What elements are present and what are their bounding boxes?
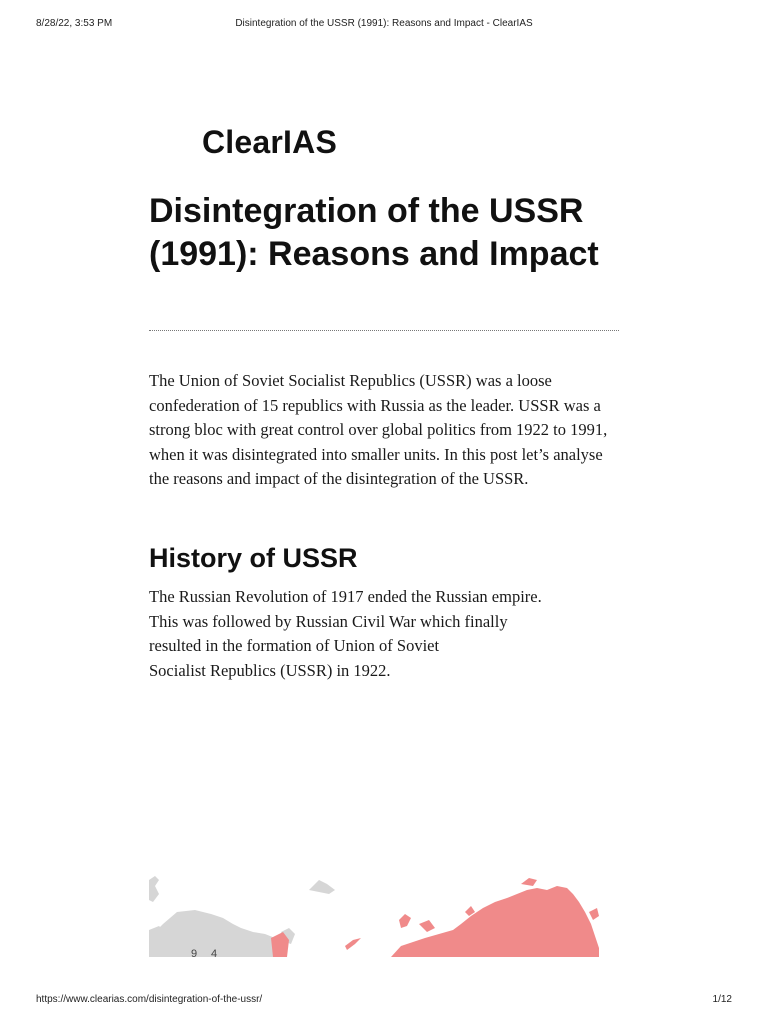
- history-line: This was followed by Russian Civil War which finally: [149, 611, 508, 631]
- history-line: Socialist Republics (USSR) in 1922.: [149, 660, 391, 680]
- map-ussr-territory: [391, 886, 599, 957]
- print-header: [0, 18, 768, 32]
- map-ussr-territory: [589, 908, 599, 920]
- article-title: Disintegration of the USSR (1991): Reasons and Impact: [149, 192, 599, 273]
- print-page-title: Disintegration of the USSR (1991): Reasons and Impact - ClearIAS: [235, 18, 533, 29]
- site-logo-text[interactable]: ClearIAS: [202, 124, 337, 160]
- map-caption-fragment: 9: [191, 948, 198, 957]
- map-ussr-territory: [345, 938, 361, 950]
- ussr-map-image: [149, 872, 599, 957]
- history-line: The Russian Revolution of 1917 ended the Russian empire.: [149, 587, 542, 606]
- map-land-grey: [149, 876, 159, 902]
- intro-paragraph: The Union of Soviet Socialist Republics (USSR) was a loose confederation of 15 republics with Russia as the leader. USSR was a strong bloc with great control over global politics from 1922 to 1991, when it was disintegrated into smaller units. In this post let’s analyse the reasons and impact of the disintegration of the USSR.: [149, 371, 608, 488]
- print-datetime: 8/28/22, 3:53 PM: [36, 18, 113, 29]
- title-divider: [149, 330, 619, 331]
- section-heading-history: History of USSR: [149, 543, 358, 573]
- history-paragraph: [149, 585, 619, 683]
- map-ussr-territory: [419, 920, 435, 932]
- print-page-number: 1/12: [712, 994, 732, 1005]
- map-caption-fragment: 4: [211, 948, 218, 957]
- history-line: resulted in the formation of Union of Soviet: [149, 636, 440, 655]
- map-ussr-territory: [399, 914, 411, 928]
- ussr-map-graphic: [149, 872, 599, 957]
- print-footer: [0, 994, 768, 1008]
- print-url[interactable]: https://www.clearias.com/disintegration-of-the-ussr/: [36, 994, 263, 1005]
- map-land-grey: [309, 880, 335, 894]
- map-ussr-territory: [521, 878, 537, 886]
